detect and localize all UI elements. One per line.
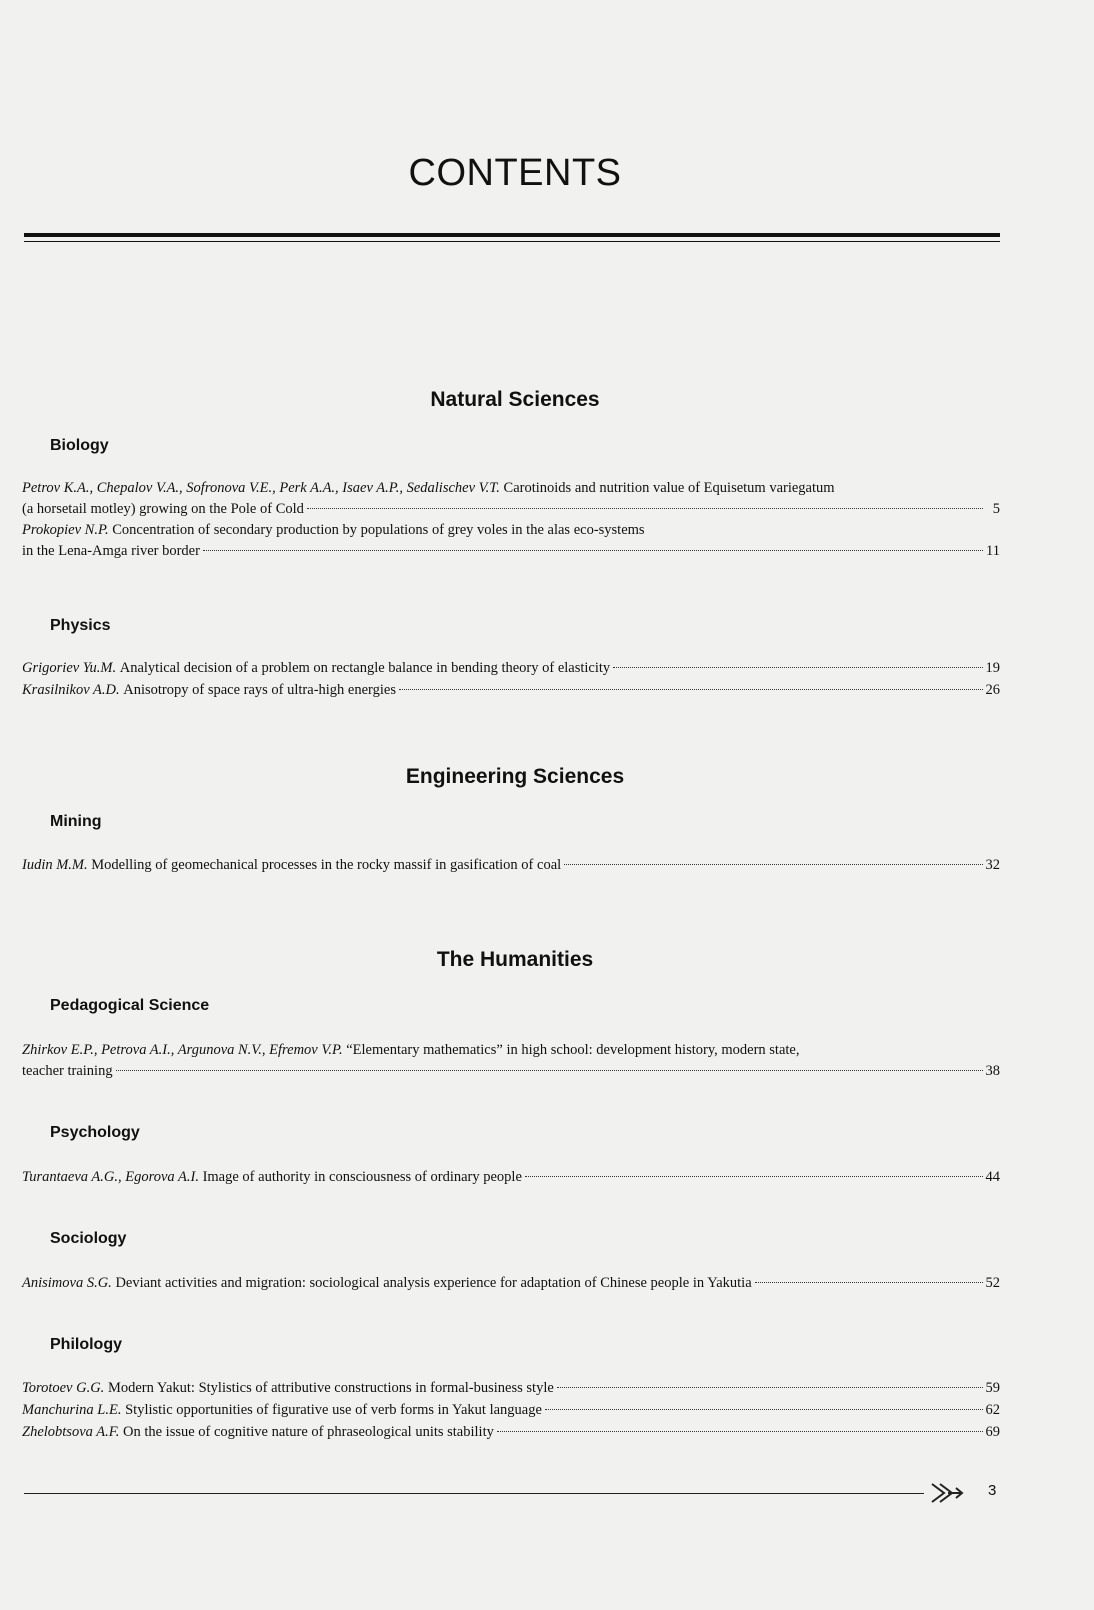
subsection-heading-psychology: Psychology bbox=[50, 1124, 140, 1141]
arrow-logo-icon-graphic bbox=[930, 1480, 964, 1506]
toc-entry[interactable] bbox=[22, 1040, 1000, 1082]
toc-entry[interactable] bbox=[22, 1422, 1000, 1443]
toc-entry[interactable] bbox=[22, 658, 1000, 679]
entry-title-continued: (a horsetail motley) growing on the Pole of Cold bbox=[22, 501, 304, 517]
entry-authors: Prokopiev N.P. bbox=[22, 522, 109, 538]
subsection-heading-pedagogical-science: Pedagogical Science bbox=[50, 997, 210, 1014]
toc-entry[interactable] bbox=[22, 680, 1000, 701]
dot-leader bbox=[116, 1070, 983, 1071]
entry-page-number: 26 bbox=[985, 682, 1000, 698]
page-title: CONTENTS bbox=[408, 152, 622, 194]
arrow-logo-icon bbox=[930, 1480, 964, 1512]
entry-title: Deviant activities and migration: sociological analysis experience for adaptation of Chinese people in Yakutia bbox=[115, 1275, 752, 1291]
entry-authors: Petrov K.A., Chepalov V.A., Sofronova V.E., Perk A.A., Isaev A.P., Sedalischev V.T. bbox=[22, 480, 500, 496]
entry-title: Concentration of secondary production by populations of grey voles in the alas eco-systems bbox=[112, 522, 645, 538]
dot-leader bbox=[203, 550, 983, 551]
dot-leader bbox=[307, 508, 983, 509]
dot-leader bbox=[399, 689, 983, 690]
dot-leader bbox=[557, 1387, 983, 1388]
dot-leader bbox=[564, 864, 982, 865]
entry-title-continued: in the Lena-Amga river border bbox=[22, 543, 200, 559]
entry-page-number: 32 bbox=[985, 857, 1000, 873]
entry-authors: Iudin M.M. bbox=[22, 857, 88, 873]
entry-authors: Zhirkov E.P., Petrova A.I., Argunova N.V., Efremov V.P. bbox=[22, 1042, 343, 1058]
entry-page-number: 52 bbox=[985, 1275, 1000, 1291]
toc-entry[interactable] bbox=[22, 1167, 1000, 1188]
toc-entry[interactable] bbox=[22, 478, 1000, 520]
section-heading-natural-sciences: Natural Sciences bbox=[430, 388, 600, 411]
page-number: 3 bbox=[988, 1482, 997, 1499]
dot-leader bbox=[755, 1282, 983, 1283]
toc-entry[interactable] bbox=[22, 855, 1000, 876]
entry-authors: Anisimova S.G. bbox=[22, 1275, 112, 1291]
title-rule-thin bbox=[24, 241, 1000, 242]
dot-leader bbox=[545, 1409, 983, 1410]
subsection-heading-biology: Biology bbox=[50, 437, 109, 454]
entry-page-number: 5 bbox=[992, 501, 1000, 517]
entry-title: Modern Yakut: Stylistics of attributive constructions in formal-business style bbox=[107, 1380, 554, 1396]
entry-title: Anisotropy of space rays of ultra-high energies bbox=[123, 682, 396, 698]
entry-authors: Krasilnikov A.D. bbox=[22, 682, 120, 698]
entry-title: Modelling of geomechanical processes in the rocky massif in gasification of coal bbox=[91, 857, 562, 873]
entry-authors: Grigoriev Yu.M. bbox=[22, 660, 117, 676]
entry-page-number: 62 bbox=[985, 1402, 1000, 1418]
footer-rule bbox=[24, 1493, 924, 1494]
subsection-heading-sociology: Sociology bbox=[50, 1230, 127, 1247]
toc-entry[interactable] bbox=[22, 520, 1000, 562]
entry-page-number: 44 bbox=[985, 1169, 1000, 1185]
entry-page-number: 38 bbox=[985, 1063, 1000, 1079]
toc-entry[interactable] bbox=[22, 1378, 1000, 1399]
entry-page-number: 59 bbox=[985, 1380, 1000, 1396]
dot-leader bbox=[525, 1176, 983, 1177]
subsection-heading-physics: Physics bbox=[50, 617, 111, 634]
dot-leader bbox=[497, 1431, 983, 1432]
toc-entry[interactable] bbox=[22, 1273, 1000, 1294]
entry-authors: Zhelobtsova A.F. bbox=[22, 1424, 120, 1440]
entry-title: Image of authority in consciousness of ordinary people bbox=[202, 1169, 522, 1185]
entry-title: Analytical decision of a problem on rectangle balance in bending theory of elasticity bbox=[119, 660, 611, 676]
entry-title: Stylistic opportunities of figurative use of verb forms in Yakut language bbox=[125, 1402, 542, 1418]
section-heading-engineering-sciences: Engineering Sciences bbox=[405, 765, 625, 788]
entry-title: Carotinoids and nutrition value of Equisetum variegatum bbox=[503, 480, 835, 496]
entry-title-continued: teacher training bbox=[22, 1063, 113, 1079]
title-rule-thick bbox=[24, 233, 1000, 237]
subsection-heading-mining: Mining bbox=[50, 813, 102, 830]
entry-title: On the issue of cognitive nature of phraseological units stability bbox=[122, 1424, 494, 1440]
entry-page-number: 11 bbox=[986, 543, 1000, 559]
entry-page-number: 19 bbox=[985, 660, 1000, 676]
section-heading-humanities: The Humanities bbox=[436, 948, 594, 971]
subsection-heading-philology: Philology bbox=[50, 1336, 122, 1353]
entry-authors: Torotoev G.G. bbox=[22, 1380, 105, 1396]
dot-leader bbox=[613, 667, 982, 668]
entry-title: “Elementary mathematics” in high school: development history, modern state, bbox=[346, 1042, 800, 1058]
entry-authors: Manchurina L.E. bbox=[22, 1402, 122, 1418]
entry-authors: Turantaeva A.G., Egorova A.I. bbox=[22, 1169, 199, 1185]
entry-page-number: 69 bbox=[985, 1424, 1000, 1440]
toc-entry[interactable] bbox=[22, 1400, 1000, 1421]
